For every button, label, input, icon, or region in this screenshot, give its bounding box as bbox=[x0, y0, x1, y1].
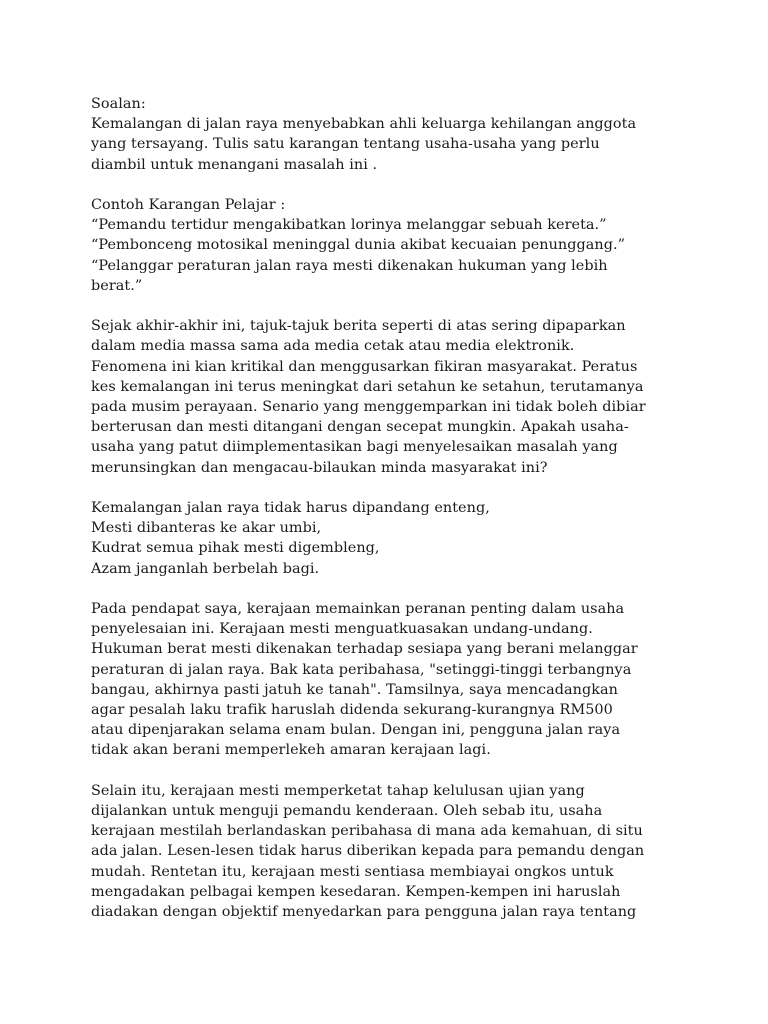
body-line: bangau, akhirnya pasti jatuh ke tanah". Tamsilnya, saya mencadangkan bbox=[91, 681, 618, 698]
intro-line: pada musim perayaan. Senario yang menggemparkan ini tidak boleh dibiar bbox=[91, 399, 646, 416]
intro-line: Sejak akhir-akhir ini, tajuk-tajuk berita seperti di atas sering dipaparkan bbox=[91, 318, 626, 335]
body-line: dijalankan untuk menguji pemandu kenderaan. Oleh sebab itu, usaha bbox=[91, 803, 603, 820]
body-line: agar pesalah laku trafik haruslah didenda sekurang-kurangnya RM500 bbox=[91, 702, 613, 719]
question-heading: Soalan: bbox=[91, 96, 146, 112]
poem-line: Mesti dibanteras ke akar umbi, bbox=[91, 520, 322, 537]
body-line: atau dipenjarakan selama enam bulan. Dengan ini, pengguna jalan raya bbox=[91, 722, 621, 739]
body-line: Selain itu, kerajaan mesti memperketat tahap kelulusan ujian yang bbox=[91, 782, 585, 799]
intro-line: Fenomena ini kian kritikal dan menggusarkan fikiran masyarakat. Peratus bbox=[91, 358, 638, 375]
example-section bbox=[91, 195, 691, 296]
question-line: Kemalangan di jalan raya menyebabkan ahli keluarga kehilangan anggota bbox=[91, 116, 637, 133]
question-line: yang tersayang. Tulis satu karangan tentang usaha-usaha yang perlu bbox=[91, 136, 600, 153]
body-line: mudah. Rentetan itu, kerajaan mesti sentiasa membiayai ongkos untuk bbox=[91, 863, 614, 880]
intro-line: usaha yang patut diimplementasikan bagi menyelesaikan masalah yang bbox=[91, 439, 618, 456]
body-line: peraturan di jalan raya. Bak kata peribahasa, "setinggi-tinggi terbangnya bbox=[91, 661, 632, 678]
body-line: penyelesaian ini. Kerajaan mesti menguatkuasakan undang-undang. bbox=[91, 621, 593, 638]
example-heading: Contoh Karangan Pelajar : bbox=[91, 197, 286, 213]
intro-line: berterusan dan mesti ditangani dengan secepat mungkin. Apakah usaha- bbox=[91, 419, 629, 436]
poem-line: Kemalangan jalan raya tidak harus dipandang enteng, bbox=[91, 500, 490, 517]
body-paragraph-1 bbox=[91, 599, 691, 761]
intro-line: dalam media massa sama ada media cetak atau media elektronik. bbox=[91, 338, 575, 355]
body-line: ada jalan. Lesen-lesen tidak harus diberikan kepada para pemandu dengan bbox=[91, 843, 645, 860]
example-line: “Pelanggar peraturan jalan raya mesti dikenakan hukuman yang lebih bbox=[91, 257, 608, 274]
body-line: tidak akan berani memperlekeh amaran kerajaan lagi. bbox=[91, 742, 491, 759]
body-line: kerajaan mestilah berlandaskan peribahasa di mana ada kemahuan, di situ bbox=[91, 823, 643, 840]
intro-line: kes kemalangan ini terus meningkat dari setahun ke setahun, terutamanya bbox=[91, 378, 644, 395]
intro-line: merunsingkan dan mengacau-bilaukan minda masyarakat ini? bbox=[91, 459, 548, 476]
example-line: “Pembonceng motosikal meninggal dunia akibat kecuaian penunggang.” bbox=[91, 237, 626, 254]
poem-stanza bbox=[91, 498, 691, 579]
body-paragraph-2 bbox=[91, 781, 691, 922]
example-line: berat.” bbox=[91, 277, 143, 294]
essay-text bbox=[91, 94, 691, 922]
intro-paragraph bbox=[91, 316, 691, 478]
body-line: diadakan dengan objektif menyedarkan para pengguna jalan raya tentang bbox=[91, 904, 637, 921]
question-line: diambil untuk menangani masalah ini . bbox=[91, 156, 378, 173]
body-line: Pada pendapat saya, kerajaan memainkan peranan penting dalam usaha bbox=[91, 601, 625, 618]
poem-line: Kudrat semua pihak mesti digembleng, bbox=[91, 540, 380, 557]
example-line: “Pemandu tertidur mengakibatkan lorinya melanggar sebuah kereta.” bbox=[91, 217, 607, 234]
question-section bbox=[91, 94, 691, 175]
body-line: Hukuman berat mesti dikenakan terhadap sesiapa yang berani melanggar bbox=[91, 641, 638, 658]
body-line: mengadakan pelbagai kempen kesedaran. Kempen-kempen ini haruslah bbox=[91, 883, 621, 900]
poem-line: Azam janganlah berbelah bagi. bbox=[91, 560, 320, 577]
